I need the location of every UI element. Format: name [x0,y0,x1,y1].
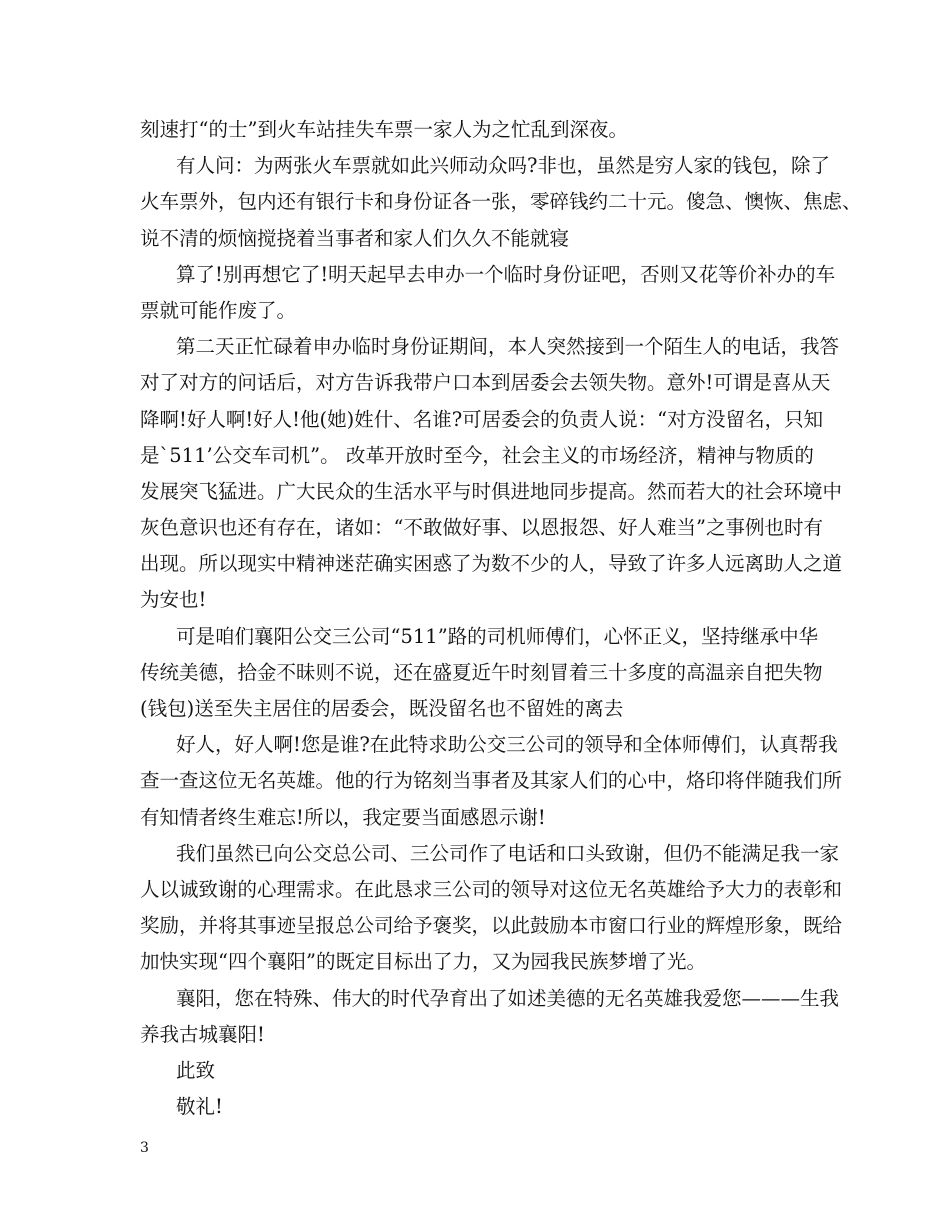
page-number: 3 [140,1140,149,1156]
text-line: 算了!别再想它了!明天起早去申办一个临时身份证吧，否则又花等价补办的车 [176,262,836,286]
text-line: 有人问：为两张火车票就如此兴师动众吗?非也，虽然是穷人家的钱包，除了 [176,154,830,178]
text-line: 灰色意识也还有存在，诸如：“不敢做好事、以恩报怨、好人难当”之事例也时有 [140,516,823,540]
text-line: 票就可能作废了。 [140,298,297,322]
text-line: 是`511’公交车司机”。 改革开放时至今，社会主义的市场经济，精神与物质的 [140,443,814,467]
text-line: 我们虽然已向公交总公司、三公司作了电话和口头致谢，但仍不能满足我一家 [176,841,840,865]
text-line: 襄阳，您在特殊、伟大的时代孕育出了如述美德的无名英雄我爱您———生我 [176,986,840,1010]
text-line: (钱包)送至失主居住的居委会，既没留名也不留姓的离去 [140,697,624,720]
text-line: 火车票外，包内还有银行卡和身份证各一张，零碎钱约二十元。傻急、懊恢、焦虑、 [140,190,862,214]
text-line: 为安也! [140,588,207,612]
text-line: 奖励，并将其事迹呈报总公司给予褒奖，以此鼓励本市窗口行业的辉煌形象，既给 [140,914,843,938]
text-line: 降啊!好人啊!好人!他(她)姓什、名谁?可居委会的负责人说：“对方没留名，只知 [140,407,824,431]
text-line: 人以诚致谢的心理需求。在此恳求三公司的领导对这位无名英雄给予大力的表彰和 [140,877,843,901]
text-line: 说不清的烦恼搅挠着当事者和家人们久久不能就寝 [140,226,570,250]
text-line: 第二天正忙碌着申办临时身份证期间，本人突然接到一个陌生人的电话，我答 [176,335,840,359]
text-line: 刻速打“的士”到火车站挂失车票一家人为之忙乱到深夜。 [140,118,628,141]
text-line: 敬礼! [176,1095,223,1119]
text-line: 好人，好人啊!您是谁?在此特求助公交三公司的领导和全体师傅们，认真帮我 [176,733,838,757]
text-line: 加快实现“四个襄阳”的既定目标出了力，又为园我民族梦增了光。 [140,950,706,974]
text-line: 发展突飞猛进。广大民众的生活水平与时俱进地同步提高。然而若大的社会环境中 [140,479,843,503]
text-line: 查一查这位无名英雄。他的行为铭刻当事者及其家人们的心中，烙印将伴随我们所 [140,769,843,793]
text-line: 对了对方的问话后，对方告诉我带户口本到居委会去领失物。意外!可谓是喜从天 [140,371,831,395]
text-line: 有知情者终生难忘!所以，我定要当面感恩示谢! [140,805,546,829]
text-line: 出现。所以现实中精神迷茫确实困惑了为数不少的人，导致了许多人远离助人之道 [140,552,843,576]
letter-body [140,112,862,1125]
text-line: 养我古城襄阳! [140,1022,265,1046]
text-line: 此致 [176,1058,216,1082]
text-line: 可是咱们襄阳公交三公司“511”路的司机师傅们，心怀正义，坚持继承中华 [176,624,819,648]
text-line: 传统美德，拾金不昧则不说，还在盛夏近午时刻冒着三十多度的高温亲自把失物 [140,660,823,684]
